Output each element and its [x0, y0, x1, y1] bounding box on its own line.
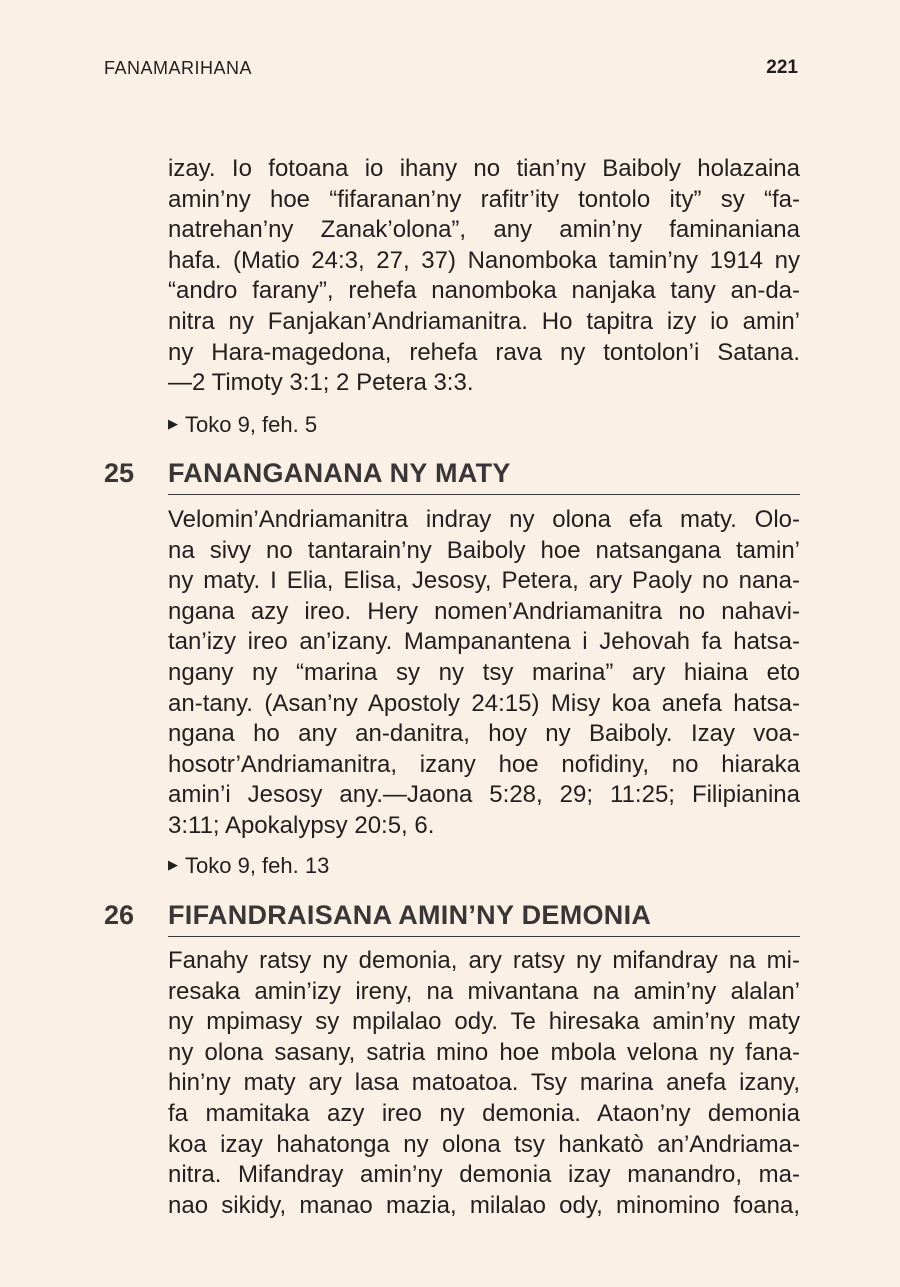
- text-line: natrehan’ny Zanak’olona”, any amin’ny faminaniana: [168, 216, 800, 244]
- text-line: —2 Timoty 3:1; 2 Petera 3:3.: [168, 369, 474, 397]
- reference-text: Toko 9, feh. 13: [185, 853, 330, 878]
- text-line: “andro farany”, rehefa nanomboka nanjaka tany an-da-: [168, 277, 800, 305]
- reference-text: Toko 9, feh. 5: [185, 412, 318, 437]
- section-25-paragraph: [168, 505, 800, 842]
- text-line: ny maty. I Elia, Elisa, Jesosy, Petera, ary Paoly no nana-: [168, 567, 800, 595]
- text-line: hafa. (Matio 24:3, 27, 37) Nanomboka tamin’ny 1914 ny: [168, 246, 800, 274]
- running-head-title: FANAMARIHANA: [104, 58, 253, 78]
- text-line: Fanahy ratsy ny demonia, ary ratsy ny mifandray na mi-: [168, 947, 800, 974]
- text-line: na sivy no tantarain’ny Baiboly hoe natsangana tamin’: [168, 536, 800, 564]
- heading-rule: [168, 936, 800, 937]
- text-line: tan’izy ireo an’izany. Mampanantena i Jehovah fa hatsa-: [168, 628, 800, 656]
- text-line: Velomin’Andriamanitra indray ny olona efa maty. Olo-: [168, 506, 800, 533]
- text-line: nitra ny Fanjakan’Andriamanitra. Ho tapitra izy io amin’: [168, 307, 800, 335]
- chapter-reference-link[interactable]: [168, 853, 329, 879]
- section-title: FIFANDRAISANA AMIN’NY DEMONIA: [168, 900, 652, 930]
- text-line: ny Hara-magedona, rehefa rava ny tontolon’i Satana.: [168, 338, 800, 366]
- text-line: hosotr’Andriamanitra, izany hoe nofidiny, no hiaraka: [168, 750, 800, 778]
- play-triangle-icon: ▶: [168, 857, 178, 873]
- text-line: fa mamitaka azy ireo ny demonia. Ataon’ny demonia: [168, 1099, 800, 1127]
- text-line: izay. Io fotoana io ihany no tian’ny Baiboly holazaina: [168, 155, 800, 182]
- text-line: amin’i Jesosy any.—Jaona 5:28, 29; 11:25; Filipianina: [168, 781, 800, 809]
- section-number: 26: [104, 900, 135, 930]
- text-line: hin’ny maty ary lasa matoatoa. Tsy marina anefa izany,: [168, 1069, 800, 1097]
- text-line: 3:11; Apokalypsy 20:5, 6.: [168, 811, 435, 839]
- intro-paragraph: [168, 154, 800, 399]
- text-line: resaka amin’izy ireny, na mivantana na amin’ny alalan’: [168, 977, 800, 1005]
- page-number: 221: [766, 57, 798, 78]
- chapter-reference-link[interactable]: [168, 412, 317, 438]
- text-line: ny olona sasany, satria mino hoe mbola velona ny fana-: [168, 1038, 800, 1066]
- section-26-paragraph: [168, 946, 800, 1221]
- text-line: nao sikidy, manao mazia, milalao ody, minomino foana,: [168, 1191, 800, 1219]
- section-number: 25: [104, 458, 135, 488]
- heading-rule: [168, 494, 800, 495]
- section-title: FANANGANANA NY MATY: [168, 458, 511, 488]
- text-line: an-tany. (Asan’ny Apostoly 24:15) Misy koa anefa hatsa-: [168, 689, 800, 717]
- text-line: amin’ny hoe “fifaranan’ny rafitr’ity tontolo ity” sy “fa-: [168, 185, 800, 213]
- text-line: nitra. Mifandray amin’ny demonia izay manandro, ma-: [168, 1161, 800, 1189]
- text-line: ngana ho any an-danitra, hoy ny Baiboly. Izay voa-: [168, 720, 800, 748]
- text-line: ny mpimasy sy mpilalao ody. Te hiresaka amin’ny maty: [168, 1008, 800, 1036]
- play-triangle-icon: ▶: [168, 416, 178, 432]
- text-line: ngany ny “marina sy ny tsy marina” ary hiaina eto: [168, 658, 800, 686]
- text-line: ngana azy ireo. Hery nomen’Andriamanitra no nahavi-: [168, 597, 800, 625]
- text-line: koa izay hahatonga ny olona tsy hankatò an’Andriama-: [168, 1130, 800, 1158]
